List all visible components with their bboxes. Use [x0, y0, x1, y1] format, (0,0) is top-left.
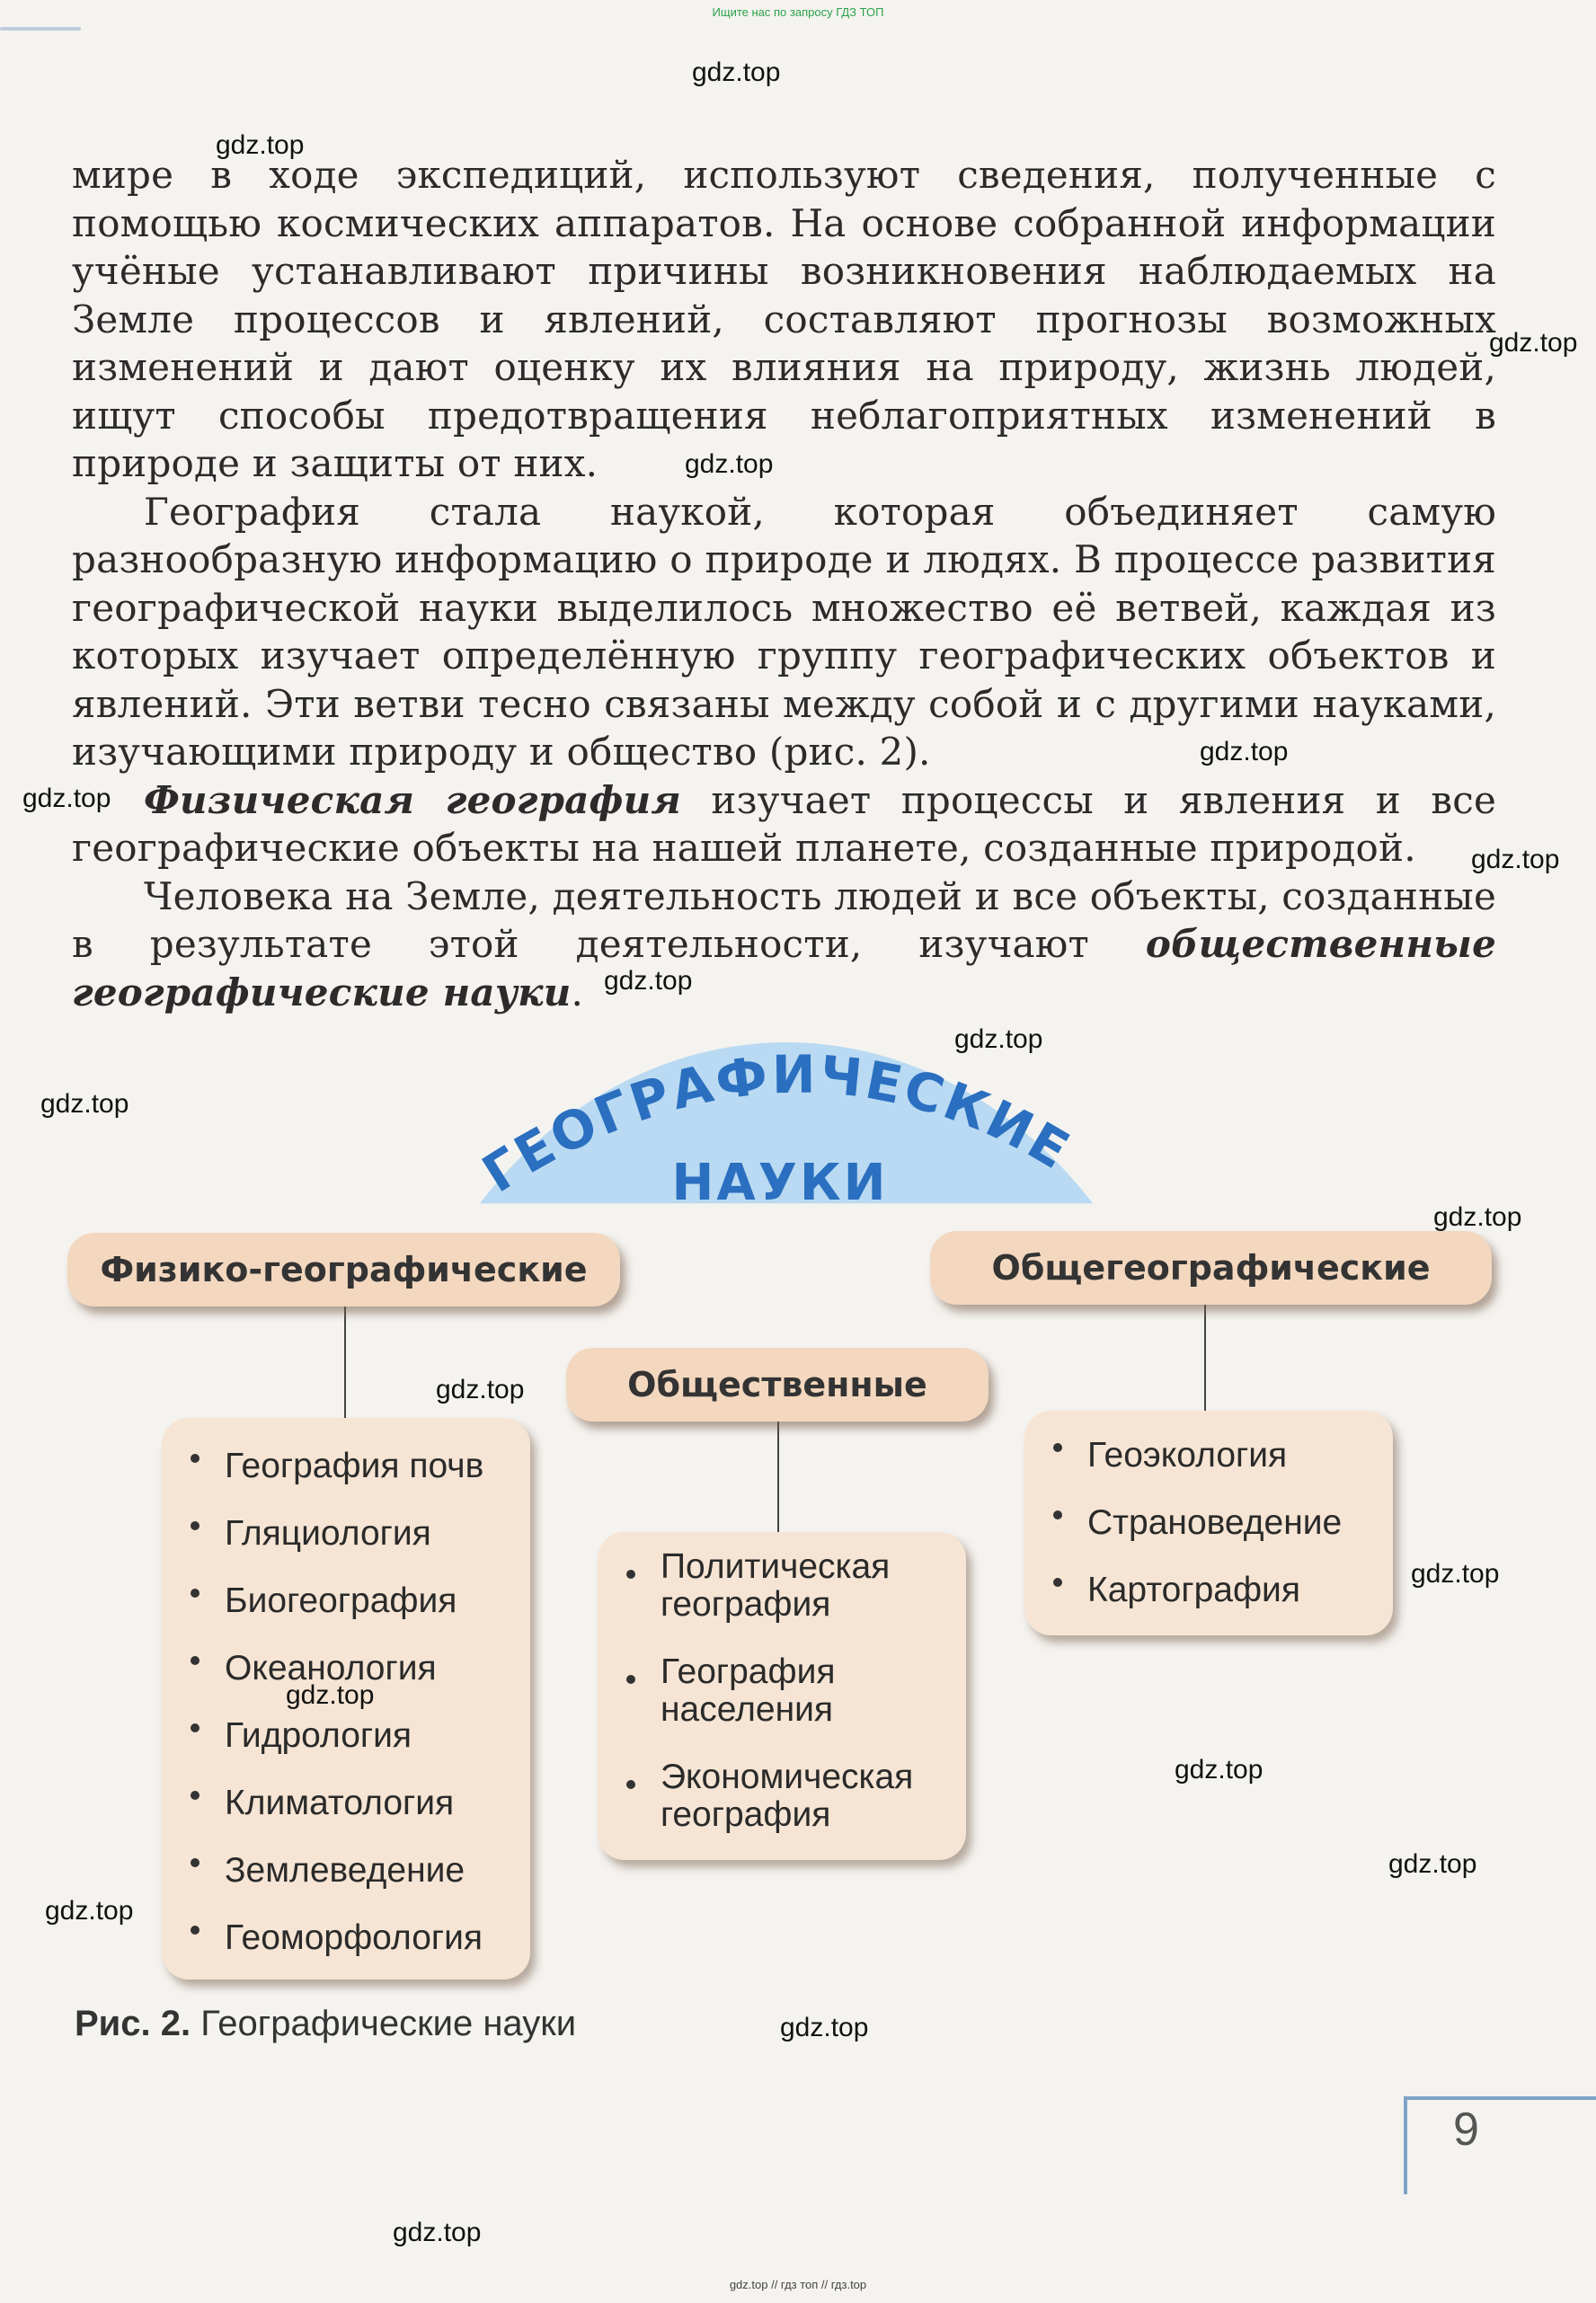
diagram-title-line1: ГЕОГРАФИЧЕСКИЕ	[472, 1043, 1082, 1205]
connector-general	[1204, 1305, 1206, 1411]
connector-physical	[344, 1303, 346, 1424]
connector-social	[777, 1420, 779, 1537]
paragraph-2: География стала наукой, которая объединяет самую разнообразную информацию о природе и людях. В процессе развития географической науки выделилось множество её ветвей, каждая из которых изучает определённую группу географических объектов и явлений. Эти ветви тесно связаны между собой и с другими науками, изучающими природу и общество (рис. 2).	[72, 489, 1496, 774]
top-banner: Ищите нас по запросу ГДЗ ТОП	[712, 5, 884, 19]
watermark: gdz.top	[216, 130, 305, 160]
watermark: gdz.top	[436, 1375, 525, 1404]
list-item: Картография	[1024, 1556, 1393, 1624]
diagram-title-line2: НАУКИ	[671, 1154, 889, 1212]
list-item: География населения	[598, 1653, 921, 1729]
list-item: Геоморфология	[162, 1904, 530, 1971]
watermark: gdz.top	[604, 966, 693, 996]
watermark: gdz.top	[45, 1896, 134, 1926]
figure-label: Рис. 2.	[75, 2004, 191, 2043]
figure-caption-text: Географические науки	[191, 2004, 577, 2043]
list-item: Страноведение	[1024, 1489, 1393, 1556]
list-item: Биогеография	[162, 1567, 530, 1634]
page-number-frame	[1404, 2096, 1596, 2194]
watermark: gdz.top	[1489, 328, 1578, 358]
term-physical-geography: Физическая география	[144, 777, 681, 822]
general-sciences-list	[1024, 1411, 1393, 1635]
watermark: gdz.top	[780, 2013, 869, 2042]
category-physical: Физико-географические	[67, 1233, 620, 1307]
list-item: Геоэкология	[1024, 1422, 1393, 1489]
watermark: gdz.top	[22, 784, 111, 813]
category-general: Общегеографические	[930, 1231, 1492, 1305]
watermark: gdz.top	[954, 1024, 1043, 1054]
watermark: gdz.top	[685, 449, 774, 479]
figure-caption	[75, 2004, 576, 2044]
paragraph-4-text: Человека на Земле, деятельность людей и все объекты, созданные в результате этой деятельности, изучают	[72, 873, 1496, 966]
watermark: gdz.top	[1411, 1559, 1500, 1589]
list-item: География почв	[162, 1432, 530, 1500]
watermark: gdz.top	[1175, 1755, 1264, 1785]
list-item: Гидрология	[162, 1702, 530, 1769]
list-item: Гляциология	[162, 1500, 530, 1567]
social-sciences-list	[598, 1532, 966, 1860]
category-social: Общественные	[566, 1348, 989, 1422]
paragraph-1: мире в ходе экспедиций, используют сведения, полученные с помощью космических аппаратов. На основе собранной информации учёные устанавливают причины возникновения наблюдаемых на Земле процессов и явлений, составляют прогнозы возможных изменений и дают оценку их влияния на природу, жизнь людей, ищут способы предотвращения неблагоприятных изменений в природе и защиты от них.	[72, 153, 1496, 485]
watermark: gdz.top	[1200, 737, 1289, 766]
watermark: gdz.top	[692, 58, 781, 87]
watermark: gdz.top	[1388, 1849, 1477, 1879]
watermark: gdz.top	[393, 2218, 482, 2247]
paragraph-3-text: изучает процессы и явления и все географические объекты на нашей планете, созданные природой.	[72, 777, 1497, 870]
watermark: gdz.top	[1433, 1202, 1522, 1232]
list-item: Политическая география	[598, 1548, 921, 1624]
watermark: gdz.top	[1471, 845, 1560, 874]
list-item: Экономическая география	[598, 1758, 930, 1834]
page-number: 9	[1453, 2104, 1479, 2156]
watermark: gdz.top	[286, 1680, 375, 1710]
list-item: Океанология	[162, 1634, 530, 1702]
term-social-geography: общественные географические науки	[72, 922, 1496, 1014]
paragraph-4-end: .	[571, 970, 584, 1014]
watermark: gdz.top	[40, 1089, 129, 1119]
list-item: Климатология	[162, 1769, 530, 1837]
bottom-banner: gdz.top // гдз топ // гдз.top	[729, 2278, 867, 2291]
list-item: Землеведение	[162, 1837, 530, 1904]
